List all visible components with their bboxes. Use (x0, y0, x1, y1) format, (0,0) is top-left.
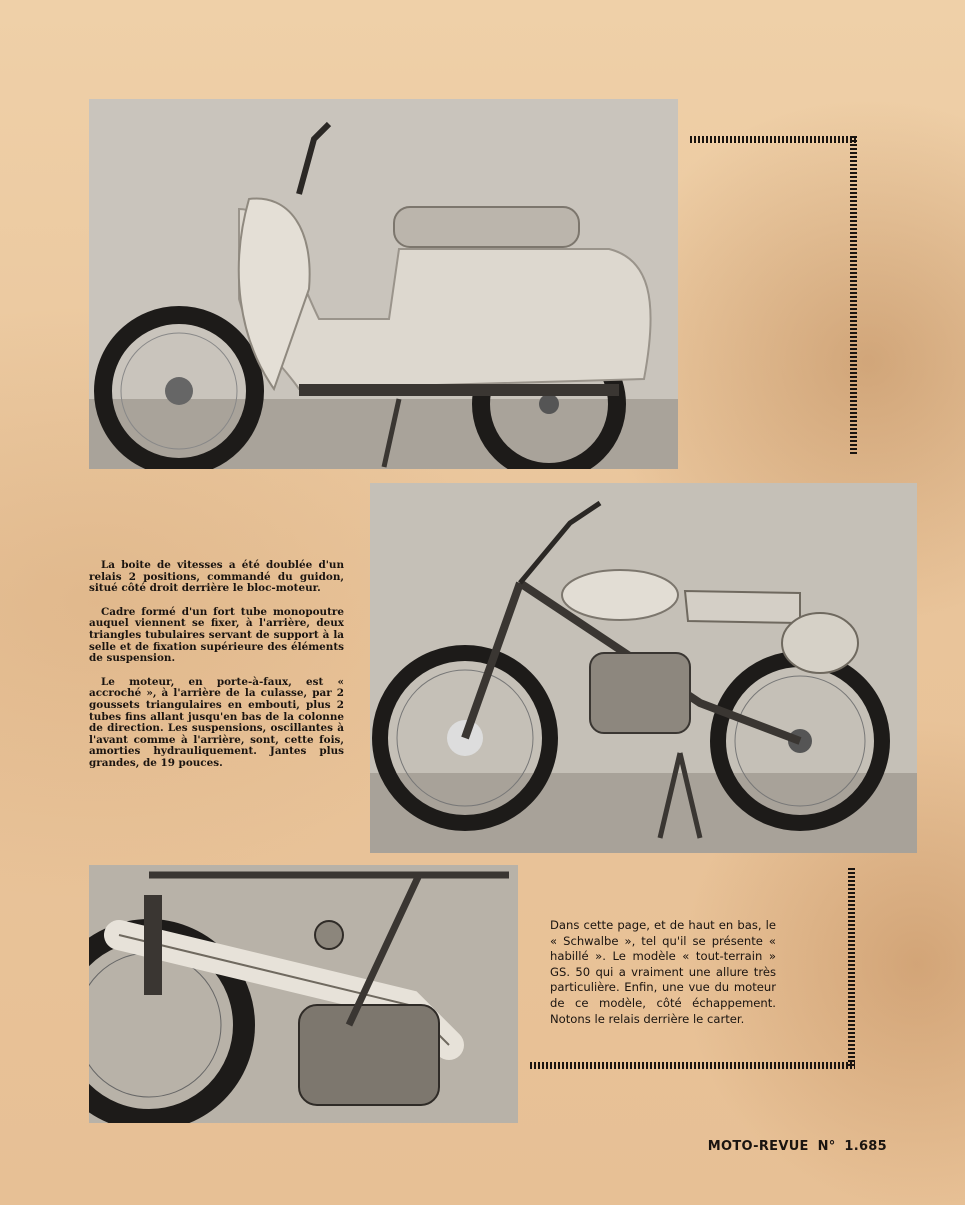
page-footer (704, 1139, 887, 1154)
issue-number-label: N° (817, 1139, 836, 1154)
photo-caption: Dans cette page, et de haut en bas, le « Schwalbe », tel qu'il se présente « habillé ». Le modèle « tout-terrain » GS. 50 qui a vraiment une allure très particulière. Enfin, une vue du moteur de ce modèle, côté échappement. Notons le relais derrière le carter. (550, 918, 776, 1026)
issue-number: 1.685 (844, 1139, 887, 1154)
article-paragraph-gearbox: La boite de vitesses a été doublée d'un relais 2 positions, commandé du guidon, situé côté droit derrière le bloc-moteur. (89, 559, 344, 595)
article-body (89, 560, 344, 782)
decorative-rule-caption-bottom (530, 1062, 855, 1069)
photo-engine-exhaust-side (89, 865, 518, 1123)
photo-gs50-tout-terrain (370, 483, 917, 853)
photo-schwalbe-scooter (89, 99, 678, 469)
decorative-rule-right (850, 136, 857, 454)
decorative-rule-caption-right (848, 868, 855, 1066)
article-paragraph-frame: Cadre formé d'un fort tube monopoutre auquel viennent se fixer, à l'arrière, deux triangles tubulaires servant de support à la selle et de fixation supérieure des éléments de suspension. (89, 605, 344, 665)
article-paragraph-engine: Le moteur, en porte-à-faux, est « accroché », à l'arrière de la culasse, par 2 goussets triangulaires en embouti, plus 2 tubes fins allant jusqu'en bas de la colonne de direction. Les suspensions, oscillantes à l'avant comme à l'arrière, sont, cette fois, amorties hydrauliquement. Jantes plus grandes, de 19 pouces. (89, 675, 344, 769)
decorative-rule-top (690, 136, 858, 143)
magazine-name: MOTO-REVUE (707, 1139, 809, 1154)
